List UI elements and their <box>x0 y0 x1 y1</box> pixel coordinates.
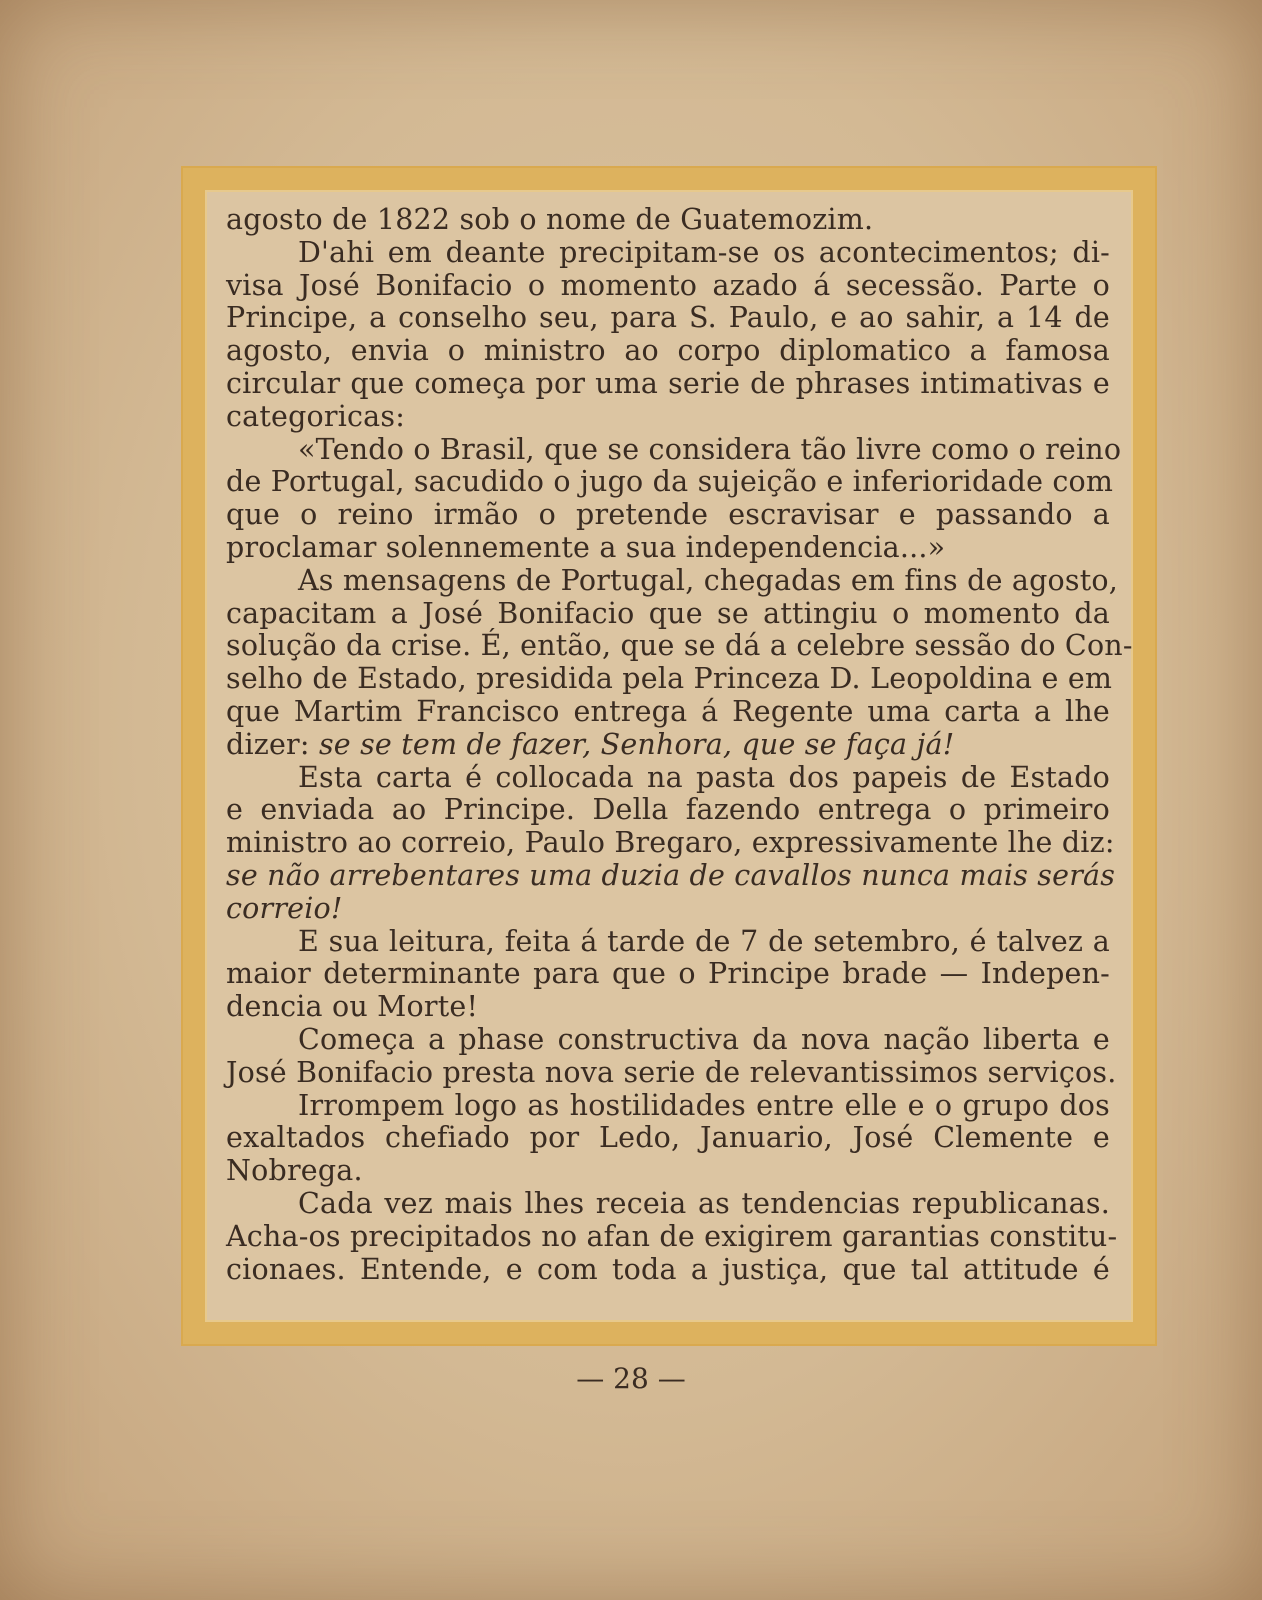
text-line: proclamar solennemente a sua independencia...» <box>226 530 946 564</box>
text-line: Acha-os precipitados no afan de exigirem garantias constitu- <box>226 1219 1118 1253</box>
quote-italic: correio! <box>226 891 343 925</box>
text-line: circular que começa por uma serie de phrases intimativas e <box>226 366 1110 400</box>
text-line: E sua leitura, feita á tarde de 7 de setembro, é talvez a <box>298 924 1110 958</box>
text-line: que Martim Francisco entrega á Regente uma carta a lhe <box>226 694 1110 728</box>
text-line: selho de Estado, presidida pela Princeza D. Leopoldina e em <box>226 662 1113 696</box>
text-line: maior determinante para que o Principe brade — Indepen- <box>226 957 1110 991</box>
text-line: «Tendo o Brasil, que se considera tão livre como o reino <box>298 432 1122 466</box>
text-line: e enviada ao Principe. Della fazendo entrega o primeiro <box>226 793 1110 827</box>
text-line: categoricas: <box>226 399 405 433</box>
text-line: Irrompem logo as hostilidades entre elle e o grupo dos <box>298 1088 1110 1122</box>
text-line: agosto, envia o ministro ao corpo diplomatico a famosa <box>226 334 1110 368</box>
text-line: D'ahi em deante precipitam-se os acontecimentos; di- <box>298 235 1110 269</box>
text-line: cionaes. Entende, e com toda a justiça, que tal attitude é <box>226 1252 1110 1286</box>
text-line: Começa a phase constructiva da nova nação liberta e <box>298 1022 1110 1056</box>
text-line: dencia ou Morte! <box>226 990 479 1024</box>
text-line: visa José Bonifacio o momento azado á secessão. Parte o <box>226 268 1110 302</box>
quote-italic: se se tem de fazer, Senhora, que se faça já! <box>318 727 955 761</box>
body-text <box>226 203 1133 1286</box>
text-line: agosto de 1822 sob o nome de Guatemozim. <box>226 203 874 236</box>
text-line: Principe, a conselho seu, para S. Paulo, e ao sahir, a 14 de <box>226 301 1110 335</box>
text-line <box>226 729 1110 762</box>
text-line: Nobrega. <box>226 1154 363 1188</box>
text-line: Cada vez mais lhes receia as tendencias republicanas. <box>298 1186 1110 1220</box>
page-number: — 28 — <box>576 1362 686 1395</box>
text-line: de Portugal, sacudido o jugo da sujeição e inferioridade com <box>226 465 1114 499</box>
text-line: Esta carta é collocada na pasta dos papeis de Estado <box>298 760 1110 794</box>
text-line: As mensagens de Portugal, chegadas em fins de agosto, <box>298 563 1118 597</box>
text-line: que o reino irmão o pretende escravisar e passando a <box>226 498 1110 532</box>
text-line: ministro ao correio, Paulo Bregaro, expressivamente lhe diz: <box>226 826 1115 860</box>
quote-italic: se não arrebentares uma duzia de cavallos nunca mais serás <box>226 858 1116 892</box>
text-line: capacitam a José Bonifacio que se attingiu o momento da <box>226 596 1110 630</box>
text-line: solução da crise. É, então, que se dá a celebre sessão do Con- <box>226 629 1133 663</box>
text-line: exaltados chefiado por Ledo, Januario, José Clemente e <box>226 1121 1110 1155</box>
text-line: José Bonifacio presta nova serie de relevantissimos serviços. <box>226 1055 1117 1089</box>
text-line-lead: dizer: <box>226 727 310 761</box>
